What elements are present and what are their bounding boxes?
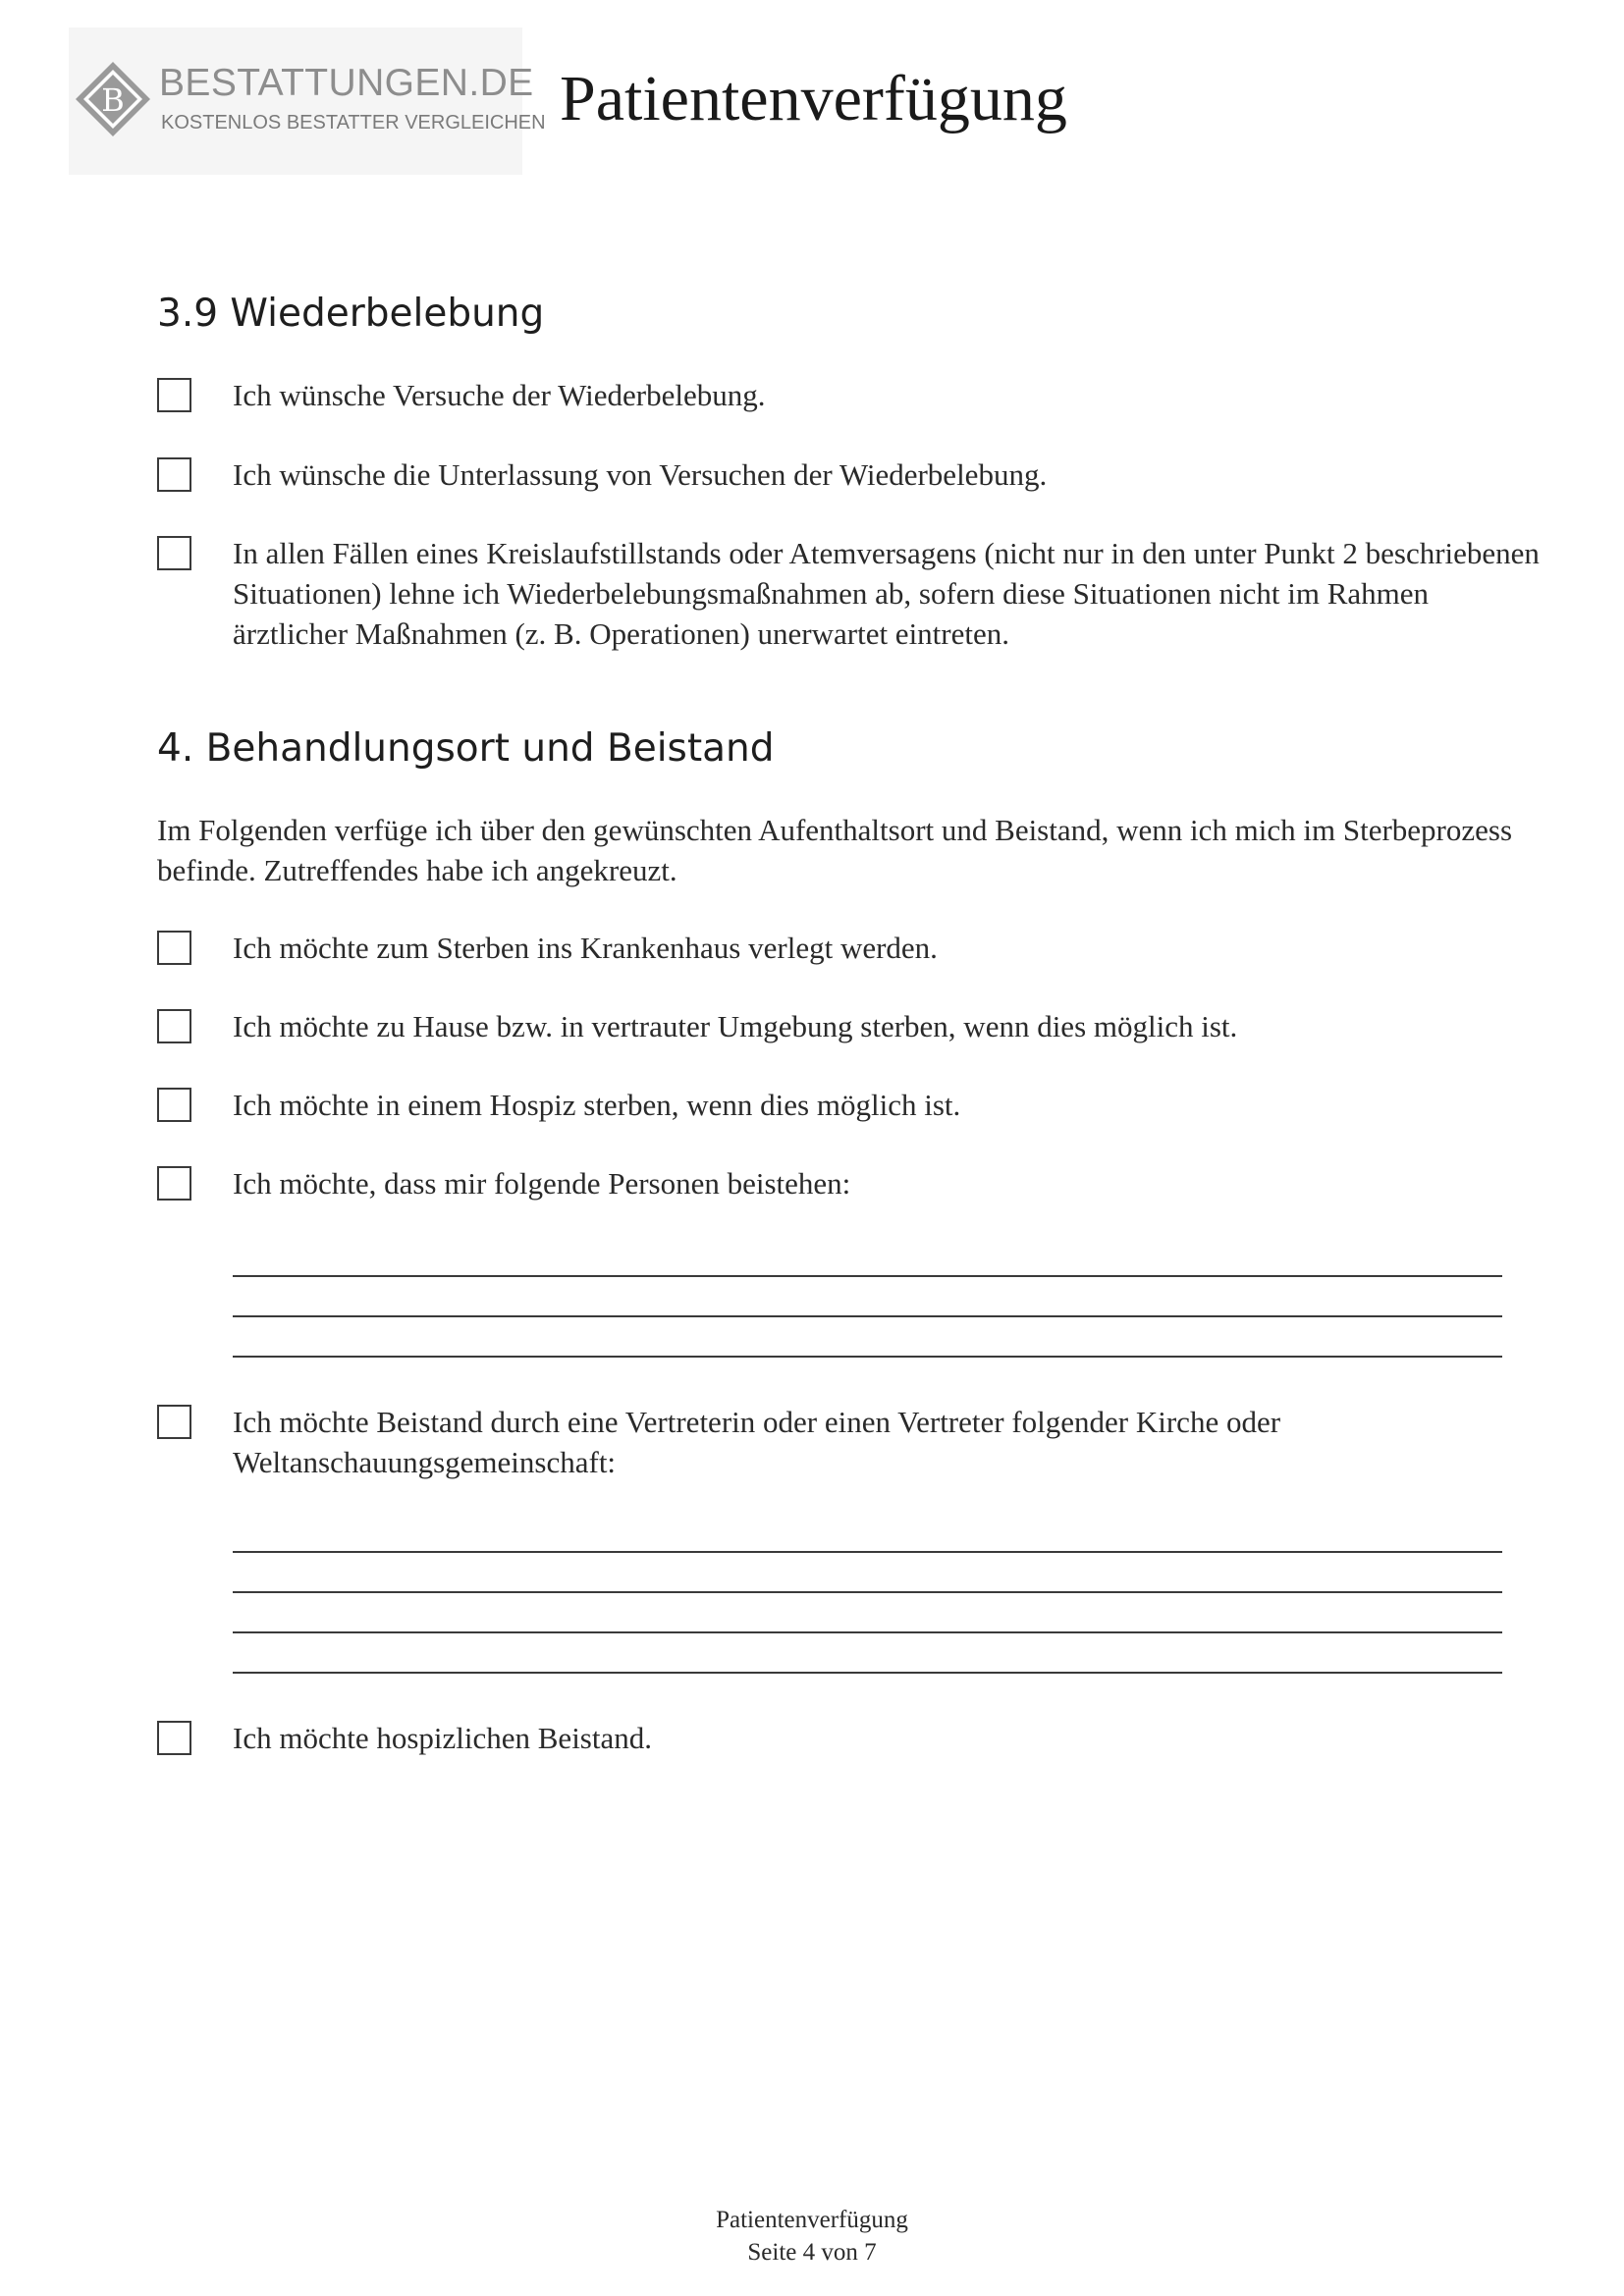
checkbox[interactable] xyxy=(157,536,191,570)
option-label: Ich möchte hospizlichen Beistand. xyxy=(233,1721,652,1755)
logo-brand-name: BESTATTUNGEN.DE xyxy=(159,62,534,104)
logo-mark-letter: B xyxy=(101,81,125,119)
write-in-line[interactable] xyxy=(233,1672,1502,1674)
section-heading-4: 4. Behandlungsort und Beistand xyxy=(157,726,775,771)
logo-tagline: KOSTENLOS BESTATTER VERGLEICHEN xyxy=(161,112,546,133)
option-label: In allen Fällen eines Kreislaufstillstands oder Atemversagens (nicht nur in den unter Punkt 2 beschriebenen Situationen) lehne ich Wiederbelebungsmaßnahmen ab, sofern diese Situationen nicht im Rahmen ärztlicher Maßnahmen (z. B. Operationen) unerwartet eintreten. xyxy=(233,536,1540,651)
write-in-line[interactable] xyxy=(233,1356,1502,1358)
write-in-line[interactable] xyxy=(233,1591,1502,1593)
footer-title: Patientenverfügung xyxy=(716,2207,908,2233)
checkbox[interactable] xyxy=(157,1088,191,1122)
option-label: Ich möchte zu Hause bzw. in vertrauter Umgebung sterben, wenn dies möglich ist. xyxy=(233,1009,1238,1043)
option-label: Ich wünsche die Unterlassung von Versuchen der Wiederbelebung. xyxy=(233,457,1048,492)
option-label: Ich wünsche Versuche der Wiederbelebung. xyxy=(233,378,766,412)
checkbox[interactable] xyxy=(157,457,191,492)
checkbox[interactable] xyxy=(157,1721,191,1755)
checkbox[interactable] xyxy=(157,1405,191,1439)
diamond-b-logo-icon xyxy=(74,60,152,138)
write-in-line[interactable] xyxy=(233,1631,1502,1633)
option-label: Ich möchte zum Sterben ins Krankenhaus verlegt werden. xyxy=(233,931,938,965)
checkbox[interactable] xyxy=(157,378,191,412)
write-in-line[interactable] xyxy=(233,1551,1502,1553)
section-intro-paragraph: Im Folgenden verfüge ich über den gewünschten Aufenthaltsort und Beistand, wenn ich mich im Sterbeprozess befinde. Zutreffendes habe ich angekreuzt. xyxy=(157,813,1513,887)
brand-logo xyxy=(69,27,546,175)
checkbox[interactable] xyxy=(157,1009,191,1043)
checkbox[interactable] xyxy=(157,931,191,965)
write-in-line[interactable] xyxy=(233,1315,1502,1317)
option-label: Ich möchte, dass mir folgende Personen beistehen: xyxy=(233,1166,851,1201)
option-label: Ich möchte Beistand durch eine Vertreterin oder einen Vertreter folgender Kirche oder Weltanschauungsgemeinschaft: xyxy=(233,1405,1281,1479)
document-title: Patientenverfügung xyxy=(560,63,1067,134)
option-label: Ich möchte in einem Hospiz sterben, wenn dies möglich ist. xyxy=(233,1088,961,1122)
write-in-line[interactable] xyxy=(233,1275,1502,1277)
section-heading-3-9: 3.9 Wiederbelebung xyxy=(157,292,545,336)
checkbox[interactable] xyxy=(157,1166,191,1201)
footer-page-number: Seite 4 von 7 xyxy=(747,2239,877,2266)
